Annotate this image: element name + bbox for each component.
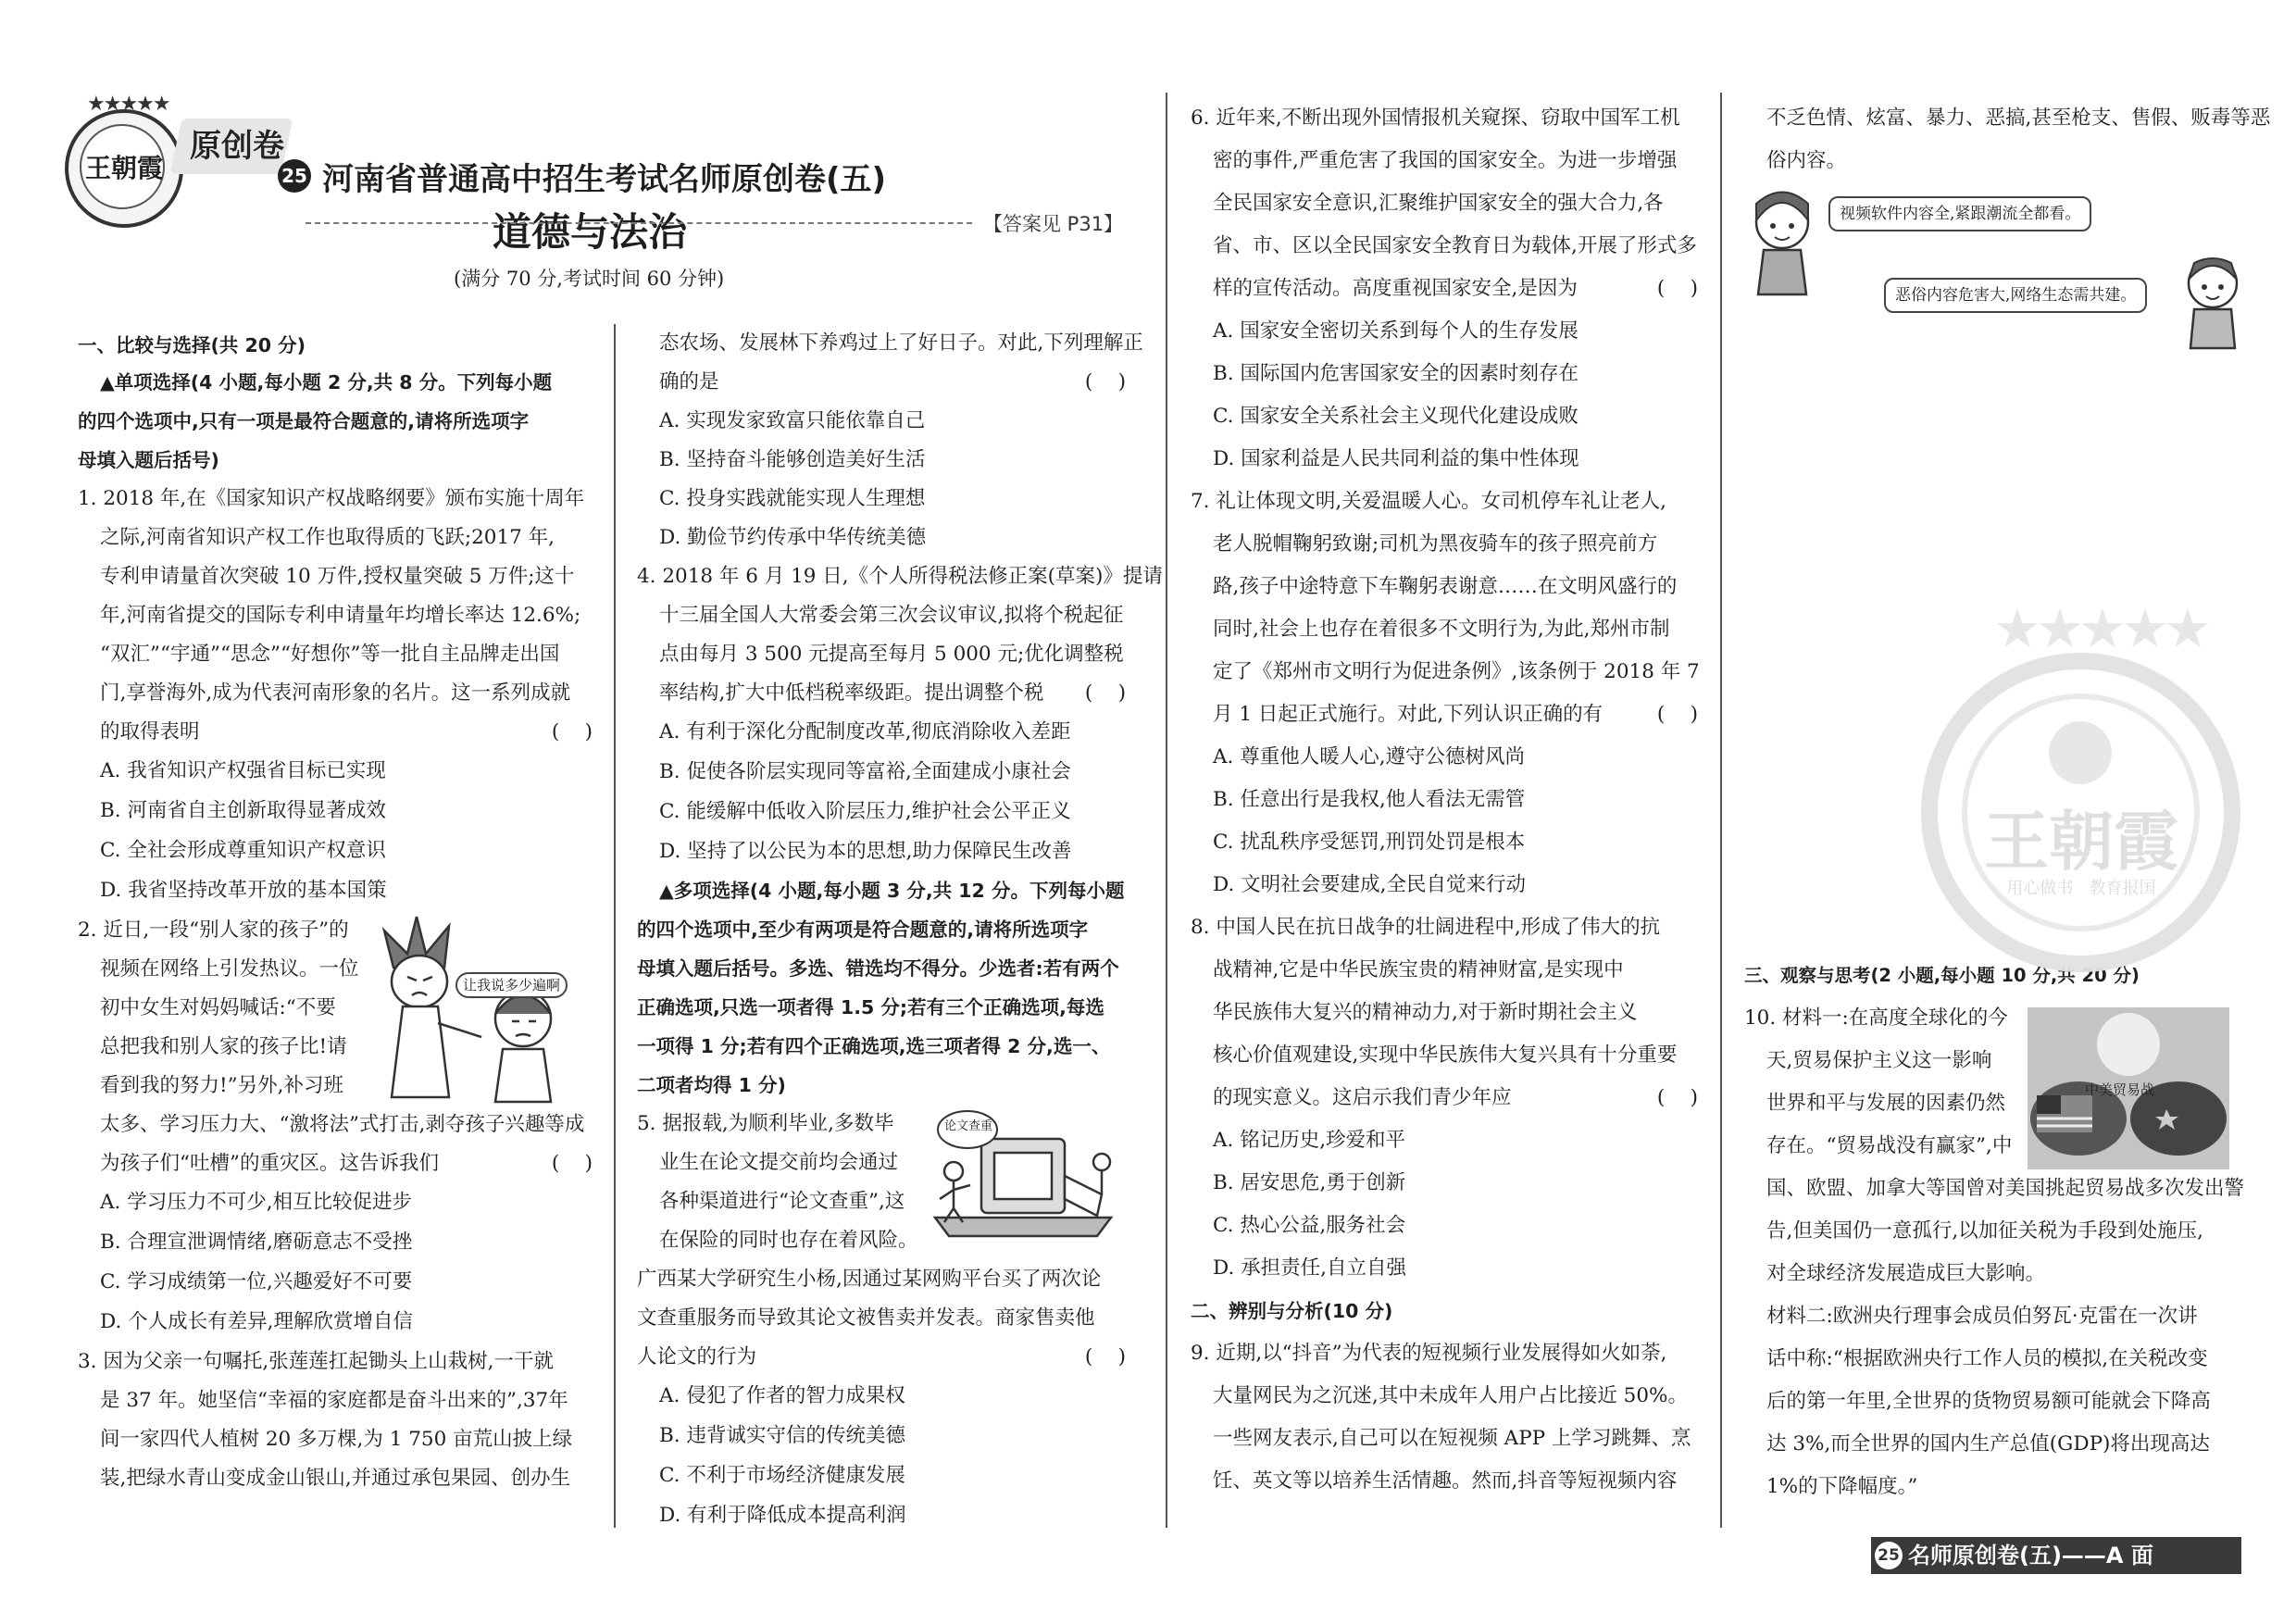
- material2-line: 材料二:欧洲央行理事会成员伯努瓦·克雷在一次讲: [1766, 1305, 2198, 1328]
- q7-option-d[interactable]: D. 文明社会要建成,全民自觉来行动: [1213, 873, 1526, 896]
- q4-option-b[interactable]: B. 促使各阶层实现同等富裕,全面建成小康社会: [659, 760, 1071, 783]
- q6-option-c[interactable]: C. 国家安全关系社会主义现代化建设成败: [1213, 405, 1578, 428]
- q9-line: 饪、英文等以培养生活情趣。然而,抖音等短视频内容: [1213, 1469, 1678, 1493]
- q8-line: 核心价值观建设,实现中华民族伟大复兴具有十分重要: [1213, 1043, 1678, 1067]
- q2-option-c[interactable]: C. 学习成绩第一位,兴趣爱好不可要: [100, 1270, 413, 1293]
- q1-answer-parens[interactable]: ( ): [551, 720, 593, 744]
- q2-option-b[interactable]: B. 合理宣泄调情绪,磨砺意志不受挫: [100, 1231, 413, 1254]
- q2-line: 为孩子们“吐槽”的重灾区。这告诉我们: [100, 1152, 439, 1175]
- q2-line: 初中女生对妈妈喊话:“不要: [100, 996, 336, 1019]
- q3-line: 装,把绿水青山变成金山银山,并通过承包果园、创办生: [100, 1467, 571, 1490]
- multi-intro-line: ▲多项选择(4 小题,每小题 3 分,共 12 分。下列每小题: [659, 880, 1125, 902]
- q7-line: 老人脱帽鞠躬致谢;司机为黑夜骑车的孩子照亮前方: [1213, 532, 1658, 556]
- exam-title: 河南省普通高中招生考试名师原创卷(五): [322, 161, 887, 198]
- q7-option-a[interactable]: A. 尊重他人暖人心,遵守公德树风尚: [1213, 745, 1526, 769]
- q7-option-c[interactable]: C. 扰乱秩序受惩罚,刑罚处罚是根本: [1213, 831, 1526, 854]
- single-intro-line: 的四个选项中,只有一项是最符合题意的,请将所选项字: [78, 410, 530, 432]
- q4-answer-parens[interactable]: ( ): [1084, 681, 1126, 705]
- q5-line: 业生在论文提交前均会通过: [659, 1151, 899, 1174]
- q5-line: 文查重服务而导致其论文被售卖并发表。商家售卖他: [637, 1306, 1095, 1330]
- q6-line: 密的事件,严重危害了我国的国家安全。为进一步增强: [1213, 149, 1678, 172]
- q5-bubble-text: 论文查重: [943, 1119, 992, 1133]
- q6-line: 全民国家安全意识,汇聚维护国家安全的强大合力,各: [1213, 192, 1664, 215]
- q4-line: 点由每月 3 500 元提高至每月 5 000 元;优化调整税: [659, 643, 1124, 666]
- q8-line: 的现实意义。这启示我们青少年应: [1213, 1086, 1512, 1109]
- q8-option-a[interactable]: A. 铭记历史,珍爱和平: [1213, 1129, 1406, 1152]
- q6-answer-parens[interactable]: ( ): [1656, 277, 1698, 300]
- q8-answer-parens[interactable]: ( ): [1656, 1086, 1698, 1109]
- q3-option-a[interactable]: A. 实现发家致富只能依靠自己: [659, 409, 926, 432]
- q5-line: 广西某大学研究生小杨,因通过某网购平台买了两次论: [637, 1268, 1102, 1291]
- q5-option-a[interactable]: A. 侵犯了作者的智力成果权: [659, 1384, 905, 1407]
- answer-reference: 【答案见 P31】: [983, 213, 1124, 235]
- q9-line: 一些网友表示,自己可以在短视频 APP 上学习跳舞、烹: [1213, 1427, 1691, 1450]
- q6-line: 6. 近年来,不断出现外国情报机关窥探、窃取中国军工机: [1191, 106, 1680, 130]
- q8-line: 8. 中国人民在抗日战争的壮阔进程中,形成了伟大的抗: [1191, 916, 1661, 939]
- q5-answer-parens[interactable]: ( ): [1084, 1345, 1126, 1368]
- footer-bar: [1871, 1537, 2241, 1574]
- q3-line: 确的是: [659, 370, 719, 394]
- q7-line: 路,孩子中途特意下车鞠躬表谢意……在文明风盛行的: [1213, 575, 1678, 598]
- q7-line: 月 1 日起正式施行。对此,下列认识正确的有: [1213, 703, 1603, 726]
- q2-illustration: [366, 912, 588, 1108]
- q4-option-d[interactable]: D. 坚持了以公民为本的思想,助力保障民生改善: [659, 840, 1072, 863]
- q4-line: 十三届全国人大常委会第三次会议审议,拟将个税起征: [659, 604, 1124, 627]
- q6-line: 样的宣传活动。高度重视国家安全,是因为: [1213, 277, 1578, 300]
- q4-option-a[interactable]: A. 有利于深化分配制度改革,彻底消除收入差距: [659, 720, 1071, 744]
- q5-line: 5. 据报载,为顺利毕业,多数毕: [637, 1112, 894, 1135]
- q1-line: 1. 2018 年,在《国家知识产权战略纲要》颁布实施十周年: [78, 487, 585, 510]
- q2-line: 2. 近日,一段“别人家的孩子”的: [78, 918, 349, 942]
- q1-option-d[interactable]: D. 我省坚持改革开放的基本国策: [100, 879, 387, 902]
- q7-option-b[interactable]: B. 任意出行是我权,他人看法无需管: [1213, 788, 1526, 811]
- mother-figure-icon: [384, 917, 481, 1097]
- q2-line: 看到我的努力!”另外,补习班: [100, 1074, 343, 1097]
- q9-line: 9. 近期,以“抖音”为代表的短视频行业发展得如火如荼,: [1191, 1342, 1667, 1365]
- q8-line: 华民族伟大复兴的精神动力,对于新时期社会主义: [1213, 1001, 1638, 1024]
- trade-war-caption: 中美贸易战: [2085, 1081, 2155, 1098]
- q1-line: 之际,河南省知识产权工作也取得质的飞跃;2017 年,: [100, 526, 555, 549]
- subject-title: 道德与法治: [493, 209, 688, 255]
- boy-cartoon-icon: [2176, 248, 2250, 350]
- q3-option-d[interactable]: D. 勤俭节约传承中华传统美德: [659, 526, 927, 549]
- column-1: [78, 1, 593, 1575]
- footer-number-badge: [1875, 1542, 1903, 1569]
- watermark-portrait-icon: [2049, 721, 2112, 784]
- q1-line: 年,河南省提交的国际专利申请量年均增长率达 12.6%;: [100, 604, 581, 627]
- girl-speech-bubble: 视频软件内容全,紧跟潮流全都看。: [1828, 196, 2091, 231]
- multi-intro-line: 正确选项,只选一项者得 1.5 分;若有三个正确选项,每选: [637, 996, 1104, 1018]
- q5-option-b[interactable]: B. 违背诚实守信的传统美德: [659, 1424, 905, 1447]
- q9-line: 大量网民为之沉迷,其中未成年人用户占比接近 50%。: [1213, 1384, 1688, 1407]
- q2-line: 太多、学习压力大、“激将法”式打击,剥夺孩子兴趣等成: [100, 1113, 585, 1136]
- multi-intro-line: 的四个选项中,至少有两项是符合题意的,请将所选项字: [637, 918, 1089, 941]
- multi-intro-line: 二项者均得 1 分): [637, 1074, 786, 1096]
- q8-line: 战精神,它是中华民族宝贵的精神财富,是实现中: [1213, 958, 1624, 981]
- watermark-stars-icon: ★★★★★: [1993, 597, 2206, 660]
- q1-option-b[interactable]: B. 河南省自主创新取得显著成效: [100, 799, 386, 822]
- q1-line: “双汇”“宇通”“思念”“好想你”等一批自主品牌走出国: [100, 643, 560, 666]
- column-divider-center: [1166, 93, 1167, 1528]
- watermark-seal: [1921, 597, 2240, 972]
- q8-option-b[interactable]: B. 居安思危,勇于创新: [1213, 1171, 1406, 1194]
- daughter-figure-icon: [495, 991, 551, 1102]
- q3-line: 态农场、发展林下养鸡过上了好日子。对此,下列理解正: [659, 331, 1143, 355]
- q8-option-d[interactable]: D. 承担责任,自立自强: [1213, 1256, 1406, 1280]
- q9-line: 不乏色情、炫富、暴力、恶搞,甚至枪支、售假、贩毒等恶: [1766, 106, 2271, 130]
- q10-line: 告,但美国仍一意孤行,以加征关税为手段到处施压,: [1766, 1219, 2204, 1243]
- material2-line: 后的第一年里,全世界的货物贸易额可能就会下降高: [1766, 1390, 2211, 1413]
- q7-line: 定了《郑州市文明行为促进条例》,该条例于 2018 年 7: [1213, 660, 1700, 683]
- column-divider-1: [614, 324, 616, 1528]
- material2-line: 达 3%,而全世界的国内生产总值(GDP)将出现高达: [1766, 1432, 2210, 1456]
- boy-speech-bubble: 恶俗内容危害大,网络生态需共建。: [1884, 278, 2147, 313]
- q1-option-c[interactable]: C. 全社会形成尊重知识产权意识: [100, 839, 386, 862]
- q10-line: 对全球经济发展造成巨大影响。: [1766, 1262, 2046, 1285]
- brand-name: 王朝霞: [84, 153, 163, 183]
- ribbon-label: 原创卷: [190, 128, 284, 165]
- section2-heading: 二、辨别与分析(10 分): [1191, 1300, 1393, 1322]
- multi-intro-line: 母填入题后括号。多选、错选均不得分。少选者:若有两个: [637, 957, 1119, 980]
- q3-line: 3. 因为父亲一句嘱托,张莲莲扛起锄头上山栽树,一干就: [78, 1350, 555, 1373]
- paper-machine-icon: [935, 1139, 1111, 1236]
- q6-line: 省、市、区以全民国家安全教育日为载体,开展了形式多: [1213, 234, 1697, 257]
- score-info: (满分 70 分,考试时间 60 分钟): [454, 268, 725, 290]
- q4-line: 4. 2018 年 6 月 19 日,《个人所得税法修正案(草案)》提请: [637, 565, 1163, 588]
- q9-line: 俗内容。: [1766, 149, 1847, 172]
- trade-war-image: [2028, 1007, 2229, 1169]
- q2-answer-parens[interactable]: ( ): [551, 1152, 593, 1175]
- q1-line: 门,享誉海外,成为代表河南形象的名片。这一系列成就: [100, 681, 571, 705]
- q10-line: 世界和平与发展的因素仍然: [1766, 1092, 2006, 1115]
- q8-option-c[interactable]: C. 热心公益,服务社会: [1213, 1214, 1406, 1237]
- q3-option-c[interactable]: C. 投身实践就能实现人生理想: [659, 487, 926, 510]
- footer-label: 名师原创卷(五)——A 面: [1908, 1543, 2153, 1568]
- q5-line: 各种渠道进行“论文查重”,这: [659, 1190, 905, 1213]
- q1-line: 专利申请量首次突破 10 万件,授权量突破 5 万件;这十: [100, 565, 575, 588]
- footer-number: 25: [1878, 1546, 1900, 1565]
- q3-option-b[interactable]: B. 坚持奋斗能够创造美好生活: [659, 448, 926, 471]
- girl-cartoon-icon: [1745, 185, 1819, 296]
- watermark-motto: 用心做书 教育报国: [2006, 879, 2156, 898]
- q2-option-a[interactable]: A. 学习压力不可少,相互比较促进步: [100, 1191, 413, 1214]
- q5-line: 人论文的行为: [637, 1345, 757, 1368]
- q10-line: 天,贸易保护主义这一影响: [1766, 1049, 1992, 1072]
- q3-line: 是 37 年。她坚信“幸福的家庭都是奋斗出来的”,37年: [100, 1389, 568, 1412]
- column-2: [637, 1, 1163, 1575]
- q5-option-d[interactable]: D. 有利于降低成本提高利润: [659, 1504, 906, 1527]
- q2-line: 总把我和别人家的孩子比!请: [100, 1035, 347, 1058]
- single-intro-line: ▲单项选择(4 小题,每小题 2 分,共 8 分。下列每小题: [100, 371, 553, 394]
- multi-intro-line: 一项得 1 分;若有四个正确选项,选三项者得 2 分,选一、: [637, 1035, 1111, 1057]
- q10-line: 存在。“贸易战没有赢家”,中: [1766, 1134, 2013, 1157]
- q10-line: 国、欧盟、加拿大等国曾对美国挑起贸易战多次发出警: [1766, 1177, 2245, 1200]
- title-number: 25: [281, 165, 307, 187]
- q2-option-d[interactable]: D. 个人成长有差异,理解欣赏增自信: [100, 1310, 413, 1333]
- watermark-brand: 王朝霞: [1984, 803, 2178, 880]
- q6-option-a[interactable]: A. 国家安全密切关系到每个人的生存发展: [1213, 319, 1578, 343]
- q1-line: 的取得表明: [100, 720, 200, 744]
- q7-answer-parens[interactable]: ( ): [1656, 703, 1698, 726]
- q6-option-b[interactable]: B. 国际国内危害国家安全的因素时刻存在: [1213, 362, 1578, 385]
- brand-seal-crown-icon: ★★★★★: [87, 93, 169, 116]
- q3-line: 间一家四代人植树 20 多万棵,为 1 750 亩荒山披上绿: [100, 1428, 573, 1451]
- q5-line: 在保险的同时也存在着风险。: [659, 1229, 918, 1252]
- q6-option-d[interactable]: D. 国家利益是人民共同利益的集中性体现: [1213, 447, 1579, 470]
- material2-line: 话中称:“根据欧洲央行工作人员的模拟,在关税改变: [1766, 1347, 2208, 1370]
- q10-line: 10. 材料一:在高度全球化的今: [1744, 1006, 2008, 1030]
- section1-heading: 一、比较与选择(共 20 分): [78, 334, 306, 356]
- q1-option-a[interactable]: A. 我省知识产权强省目标已实现: [100, 759, 386, 782]
- single-intro-line: 母填入题后括号): [78, 449, 219, 471]
- q4-line: 率结构,扩大中低档税率级距。提出调整个税: [659, 681, 1044, 705]
- column-3: [1191, 1, 1698, 1575]
- section3-heading: 三、观察与思考(2 小题,每小题 10 分,共 20 分): [1744, 965, 2140, 986]
- column-divider-3: [1720, 93, 1722, 1528]
- material2-line: 1%的下降幅度。”: [1766, 1475, 1918, 1498]
- q7-line: 同时,社会上也存在着很多不文明行为,为此,郑州市制: [1213, 618, 1670, 641]
- q4-option-c[interactable]: C. 能缓解中低收入阶层压力,维护社会公平正义: [659, 800, 1071, 823]
- q2-speech-bubble: 让我说多少遍啊: [455, 972, 568, 998]
- q7-line: 7. 礼让体现文明,关爱温暖人心。女司机停车礼让老人,: [1191, 490, 1667, 513]
- q2-line: 视频在网络上引发热议。一位: [100, 957, 359, 981]
- q5-option-c[interactable]: C. 不利于市场经济健康发展: [659, 1464, 905, 1487]
- q3-answer-parens[interactable]: ( ): [1084, 370, 1126, 394]
